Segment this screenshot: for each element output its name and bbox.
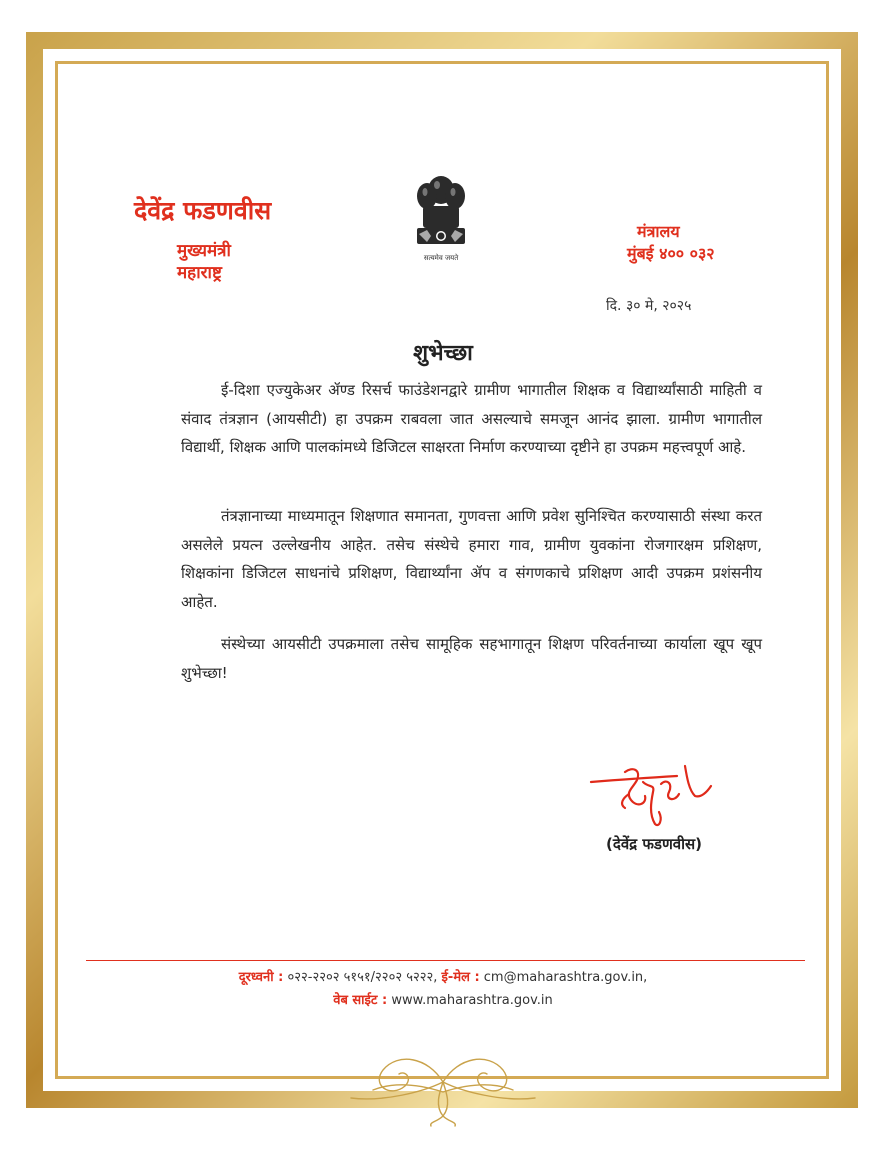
letter-date: दि. ३० मे, २०२५ [606, 298, 692, 314]
phone-value: ०२२-२२०२ ५१५१/२२०२ ५२२२, [287, 970, 438, 985]
email-value[interactable]: cm@maharashtra.gov.in, [483, 970, 648, 985]
letter-paragraph: ई-दिशा एज्युकेअर ॲण्ड रिसर्च फाउंडेशनद्वारे ग्रामीण भागातील शिक्षक व विद्यार्थ्यांसाठी माहिती व संवाद तंत्रज्ञान (आयसीटी) हा उपक्रम राबवला जात असल्याचे समजून आनंद झाला. ग्रामीण भागातील विद्यार्थी, शिक्षक आणि पालकांमध्ये डिजिटल साक्षरता निर्माण करण्याच्या दृष्टीने हा उपक्रम महत्त्वपूर्ण आहे. [181, 381, 762, 456]
website-label: वेब साईट : [333, 993, 388, 1008]
letter-heading: शुभेच्छा [413, 341, 473, 366]
ornament-flourish-icon [343, 1042, 543, 1128]
email-label: ई-मेल : [441, 970, 480, 985]
emblem-motto: सत्यमेव जयते [423, 254, 459, 262]
letter-paragraph: संस्थेच्या आयसीटी उपक्रमाला तसेच सामूहिक सहभागातून शिक्षण परिवर्तनाच्या कार्याला खूप खूप शुभेच्छा! [181, 635, 762, 682]
website-value[interactable]: www.maharashtra.gov.in [391, 993, 553, 1008]
sender-name: देवेंद्र फडणवीस [134, 196, 272, 225]
letter-paragraph: तंत्रज्ञानाच्या माध्यमातून शिक्षणात समानता, गुणवत्ता आणि प्रवेश सुनिश्चित करण्यासाठी संस्था करत असलेले प्रयत्न उल्लेखनीय आहेत. तसेच संस्थेचे हमारा गाव, ग्रामीण युवकांना रोजगारक्षम प्रशिक्षण, शिक्षकांना डिजिटल साधनांचे प्रशिक्षण, विद्यार्थ्यांना ॲप व संगणकाचे प्रशिक्षण आदी उपक्रम प्रशंसनीय आहेत. [181, 507, 762, 611]
footer-divider [86, 960, 805, 961]
national-emblem-icon [409, 170, 473, 262]
signatory-name: (देवेंद्र फडणवीस) [606, 835, 703, 853]
office-city: मुंबई ४०० ०३२ [627, 244, 715, 263]
signature-icon [585, 758, 725, 836]
office-name: मंत्रालय [637, 222, 680, 241]
sender-designation: मुख्यमंत्री [177, 241, 231, 261]
phone-label: दूरध्वनी : [238, 970, 284, 985]
footer-website-line [0, 990, 886, 1008]
footer-contact-line [0, 967, 886, 985]
sender-state: महाराष्ट्र [177, 263, 222, 283]
